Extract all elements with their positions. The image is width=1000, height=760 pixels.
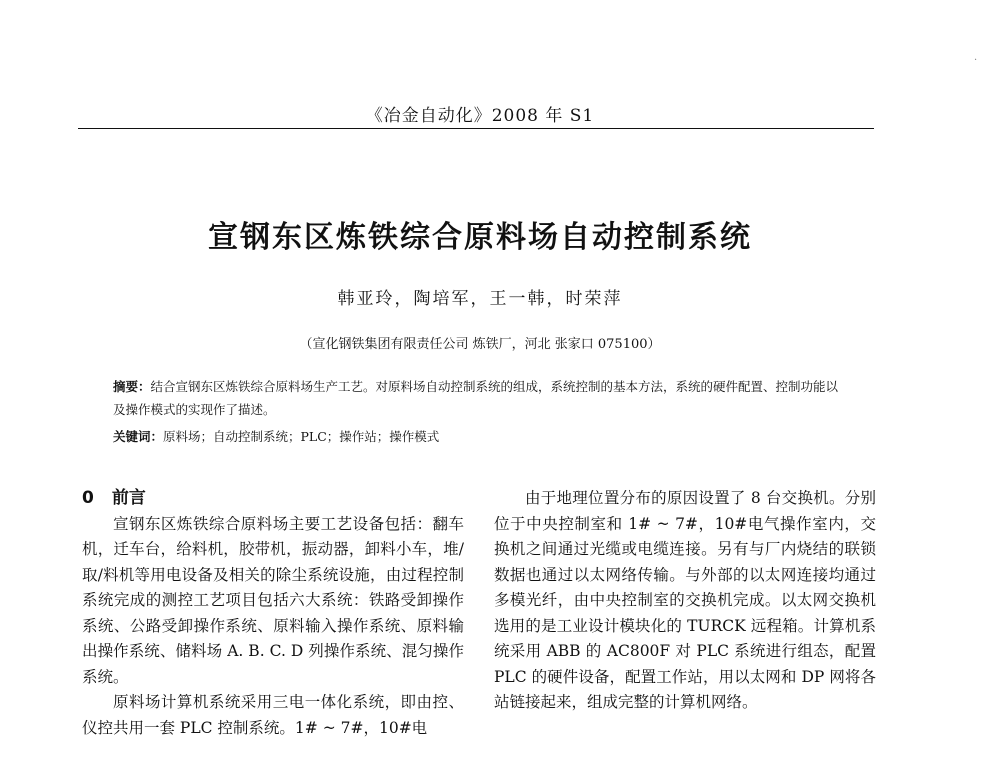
section-title: 前言 (111, 488, 146, 508)
section-heading (82, 486, 464, 512)
paragraph: 原料场计算机系统采用三电一体化系统，即由控、仪控共用一套 PLC 控制系统。1# ~ 7#，10#电 (82, 693, 464, 737)
header-rule (78, 128, 874, 129)
authors: 韩亚玲，陶培军，王一韩，时荣萍 (337, 289, 623, 309)
paragraph: 宣钢东区炼铁综合原料场主要工艺设备包括：翻车机，迁车台，给料机，胶带机，振动器，卸料小车，堆/取/料机等用电设备及相关的除尘系统设施，由过程控制系统完成的测控工艺项目包括六大系统：铁路受卸操作系统、公路受卸操作系统、原料输入操作系统、原料输出操作系统、储料场 A. B. C. D 列操作系统、混匀操作系统。 (82, 514, 464, 686)
journal-header: 《冶金自动化》2008 年 S1 (365, 106, 595, 126)
paper-title: 宣钢东区炼铁综合原料场自动控制系统 (208, 220, 752, 255)
section-number: 0 (82, 488, 94, 508)
keywords (113, 427, 843, 445)
right-column (494, 486, 876, 716)
keywords-label: 关键词： (113, 429, 164, 444)
abstract-label: 摘要： (113, 379, 151, 394)
margin-mark: · (974, 55, 978, 66)
affiliation: （宣化钢铁集团有限责任公司 炼铁厂，河北 张家口 075100） (299, 337, 661, 352)
left-column (82, 486, 464, 741)
abstract-text: 结合宣钢东区炼铁综合原料场生产工艺。对原料场自动控制系统的组成，系统控制的基本方法，系统的硬件配置、控制功能以及操作模式的实现作了描述。 (113, 379, 839, 417)
abstract (113, 375, 843, 421)
keywords-text: 原料场；自动控制系统；PLC；操作站；操作模式 (163, 429, 440, 444)
paragraph: 由于地理位置分布的原因设置了 8 台交换机。分别位于中央控制室和 1# ~ 7#，10#电气操作室内，交换机之间通过光缆或电缆连接。另有与厂内烧结的联锁数据也通过以太网络传输。与外部的以太网连接均通过多模光纤，由中央控制室的交换机完成。以太网交换机选用的是工业设计模块化的 TURCK 远程箱。计算机系统采用 ABB 的 AC800F 对 PLC 系统进行组态，配置 PLC 的硬件设备，配置工作站，用以太网和 DP 网将各站链接起来，组成完整的计算机网络。 (494, 489, 876, 711)
